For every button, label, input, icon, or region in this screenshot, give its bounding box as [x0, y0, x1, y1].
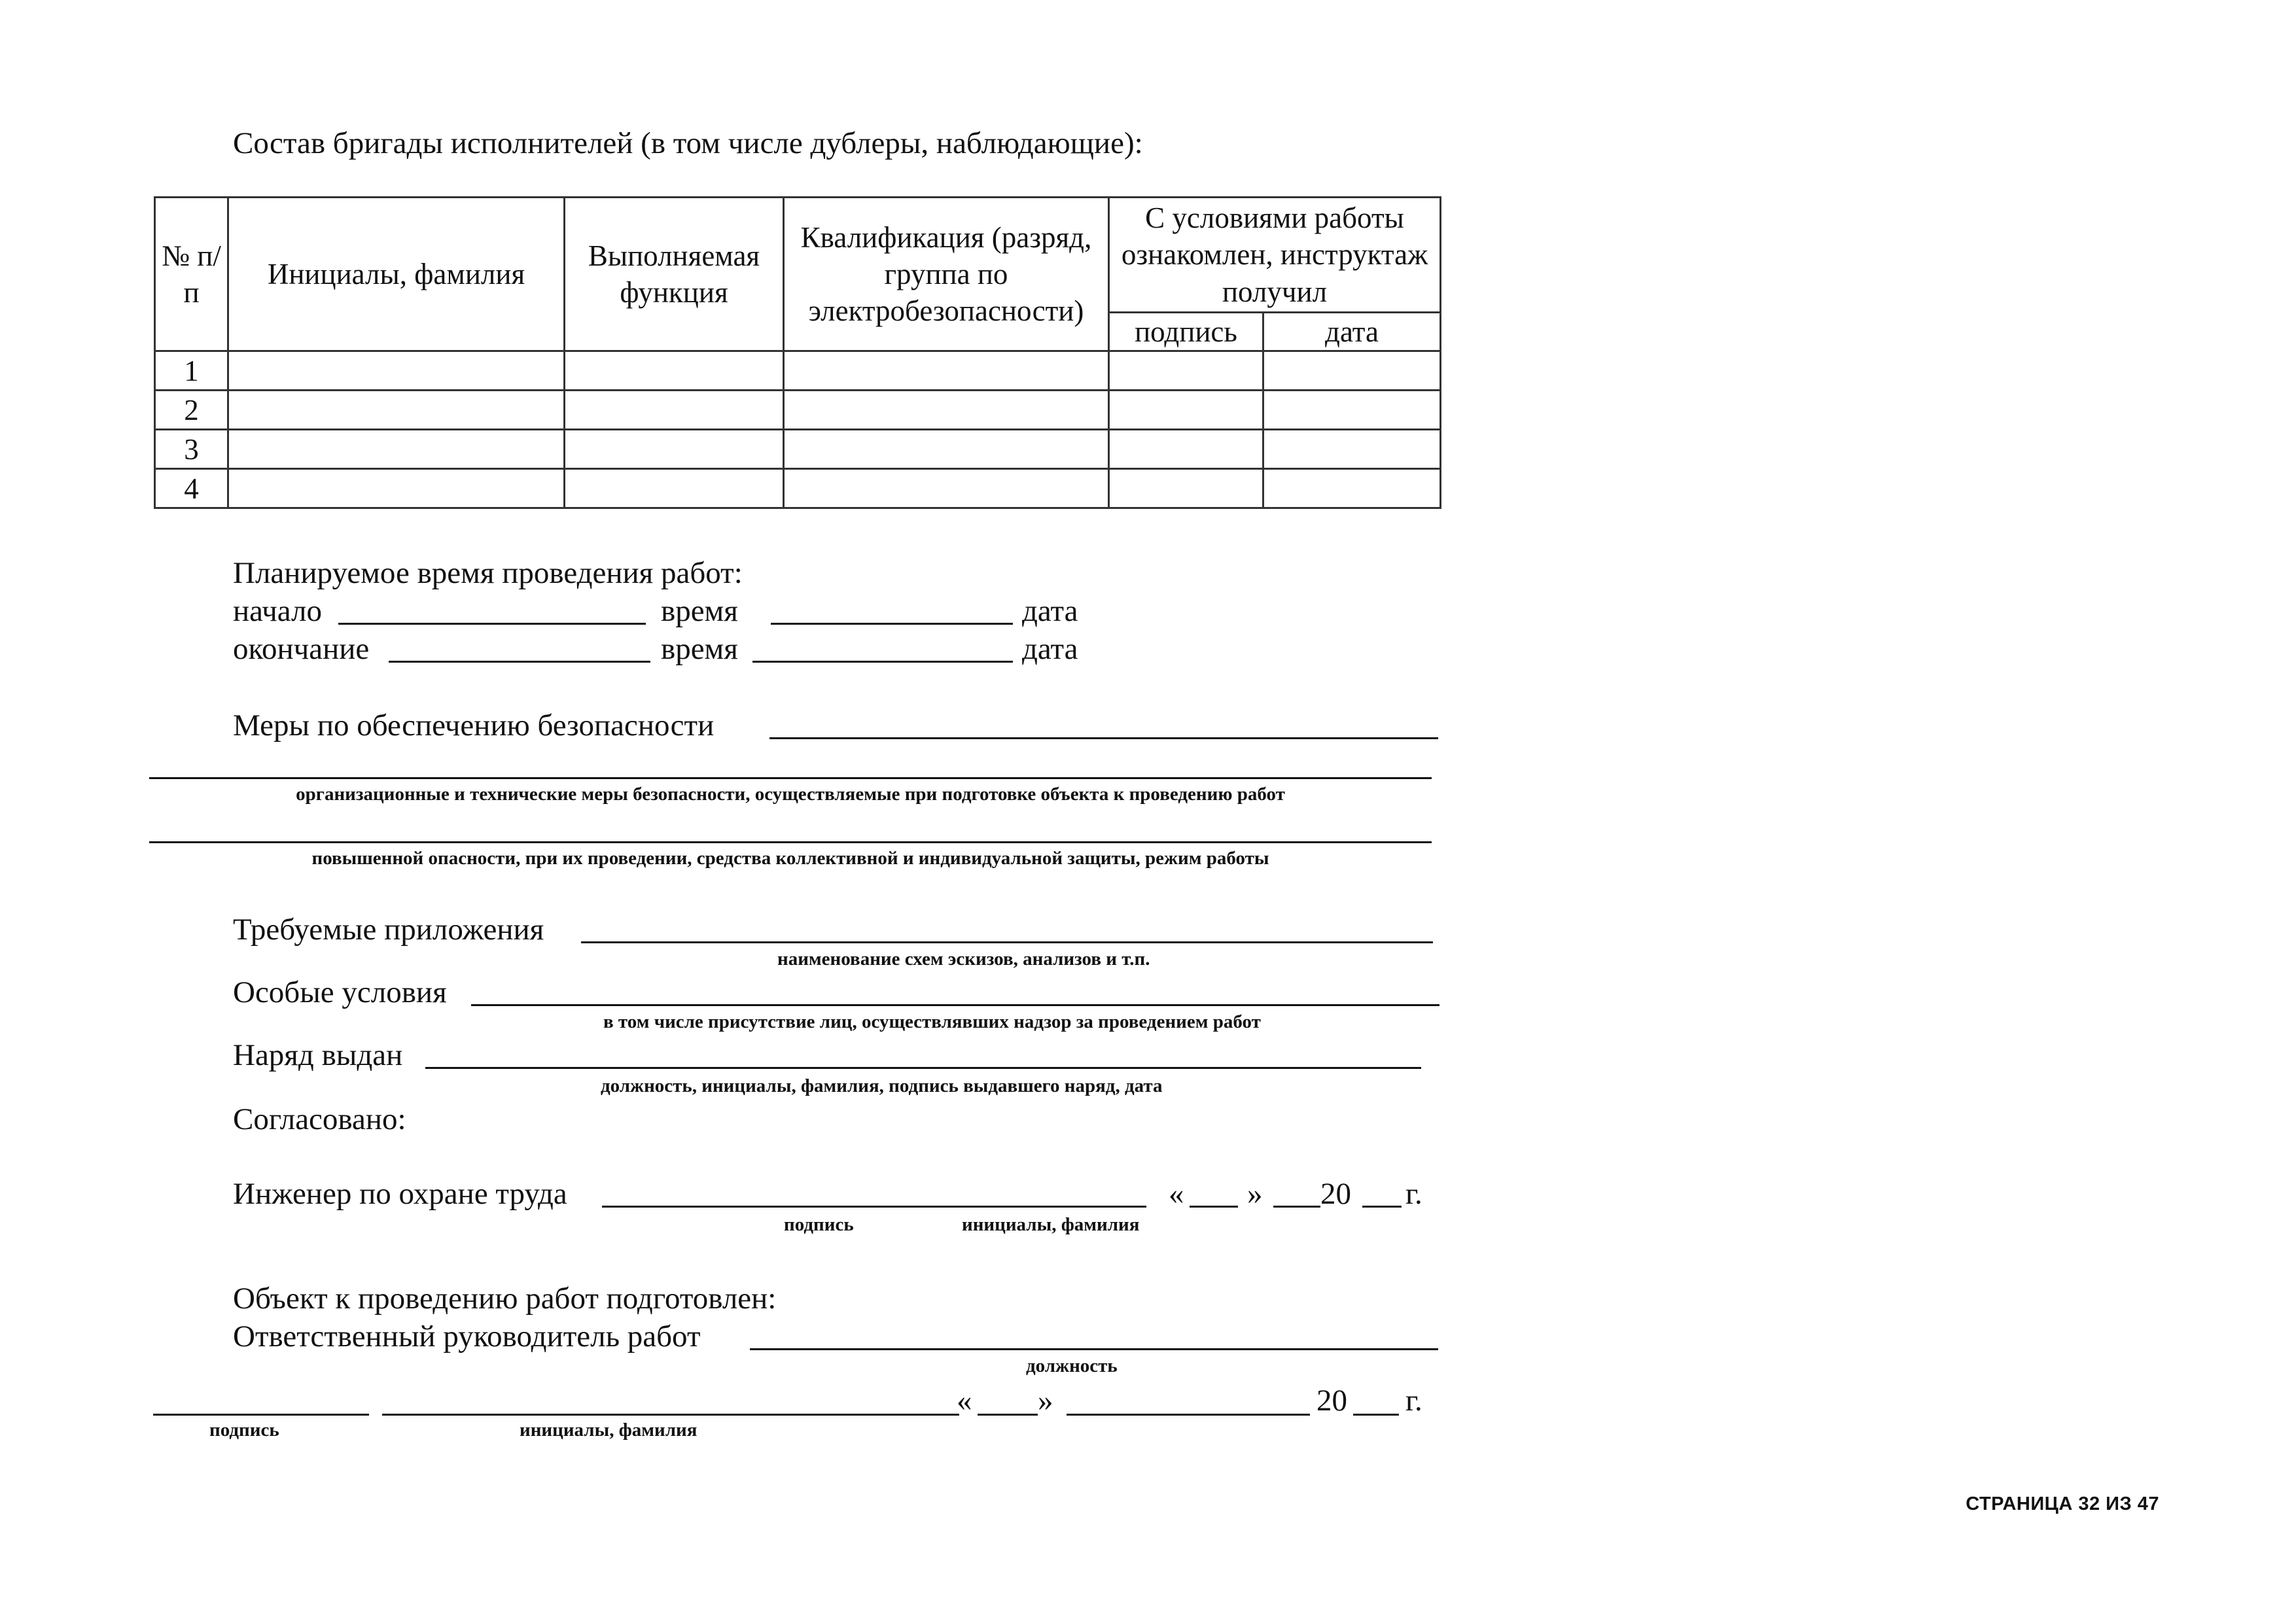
engineer-day-field[interactable]: [1190, 1206, 1238, 1208]
name-cell[interactable]: [228, 391, 565, 430]
table-row: [155, 469, 1441, 508]
crew-table: [154, 196, 1441, 509]
col-header-acquainted: С условиями работы ознакомлен, инструктаж получил: [1109, 198, 1441, 313]
special-caption: в том числе присутствие лиц, осуществлявших надзор за проведением работ: [603, 1011, 1261, 1032]
crew-title: Состав бригады исполнителей (в том числе дублеры, наблюдающие):: [233, 126, 1143, 160]
manager-year-field[interactable]: [1353, 1414, 1399, 1416]
manager-caption-signature: подпись: [209, 1420, 279, 1440]
date-cell[interactable]: [1263, 391, 1441, 430]
engineer-month-field[interactable]: [1273, 1206, 1320, 1208]
start-time-field[interactable]: [338, 623, 646, 625]
safety-label: Меры по обеспечению безопасности: [233, 708, 715, 742]
col-header-signature: подпись: [1109, 313, 1263, 351]
prepared-title: Объект к проведению работ подготовлен:: [233, 1282, 777, 1316]
attachments-caption: наименование схем эскизов, анализов и т.п.: [777, 949, 1150, 969]
start-date-label: дата: [1022, 594, 1078, 628]
safety-caption-2: повышенной опасности, при их проведении, средства коллективной и индивидуальной защиты, режим работы: [311, 848, 1269, 869]
signature-cell[interactable]: [1109, 391, 1263, 430]
engineer-caption-name: инициалы, фамилия: [962, 1214, 1140, 1235]
col-header-qualification: Квалификация (разряд, группа по электробезопасности): [784, 198, 1109, 351]
function-cell[interactable]: [565, 351, 784, 391]
name-cell[interactable]: [228, 430, 565, 469]
function-cell[interactable]: [565, 430, 784, 469]
qualification-cell[interactable]: [784, 469, 1109, 508]
manager-day-field[interactable]: [978, 1414, 1038, 1416]
special-label: Особые условия: [233, 975, 447, 1009]
table-row: [155, 430, 1441, 469]
manager-month-field[interactable]: [1067, 1414, 1310, 1416]
planned-title: Планируемое время проведения работ:: [233, 556, 743, 590]
col-header-function: Выполняемая функция: [565, 198, 784, 351]
function-cell[interactable]: [565, 391, 784, 430]
special-field[interactable]: [471, 1004, 1439, 1006]
row-number: 2: [155, 391, 228, 430]
end-label: окончание: [233, 632, 370, 666]
col-header-number: № п/п: [155, 198, 228, 351]
signature-cell[interactable]: [1109, 469, 1263, 508]
date-cell[interactable]: [1263, 430, 1441, 469]
row-number: 1: [155, 351, 228, 391]
manager-signature-field[interactable]: [153, 1414, 369, 1416]
end-time-label: время: [661, 632, 738, 666]
manager-year-prefix: 20: [1316, 1384, 1347, 1418]
date-cell[interactable]: [1263, 351, 1441, 391]
attachments-field[interactable]: [581, 941, 1433, 943]
engineer-caption-signature: подпись: [784, 1214, 854, 1235]
col-header-name: Инициалы, фамилия: [228, 198, 565, 351]
start-time-label: время: [661, 594, 738, 628]
qualification-cell[interactable]: [784, 351, 1109, 391]
issued-caption: должность, инициалы, фамилия, подпись выдавшего наряд, дата: [601, 1075, 1163, 1096]
issued-field[interactable]: [425, 1067, 1421, 1069]
row-number: 3: [155, 430, 228, 469]
engineer-quote-close: »: [1247, 1177, 1263, 1211]
row-number: 4: [155, 469, 228, 508]
safety-field-line-2[interactable]: [149, 777, 1432, 779]
table-row: [155, 351, 1441, 391]
function-cell[interactable]: [565, 469, 784, 508]
signature-cell[interactable]: [1109, 430, 1263, 469]
table-row: [155, 391, 1441, 430]
manager-year-suffix: г.: [1405, 1384, 1422, 1418]
start-date-field[interactable]: [771, 623, 1013, 625]
manager-caption-name: инициалы, фамилия: [520, 1420, 698, 1440]
col-header-date: дата: [1263, 313, 1441, 351]
manager-quote-open: «: [957, 1384, 972, 1418]
date-cell[interactable]: [1263, 469, 1441, 508]
start-label: начало: [233, 594, 322, 628]
qualification-cell[interactable]: [784, 430, 1109, 469]
engineer-quote-open: «: [1169, 1177, 1184, 1211]
engineer-year-prefix: 20: [1320, 1177, 1351, 1211]
manager-position-field[interactable]: [750, 1348, 1438, 1350]
engineer-year-field[interactable]: [1362, 1206, 1402, 1208]
end-date-label: дата: [1022, 632, 1078, 666]
name-cell[interactable]: [228, 351, 565, 391]
manager-caption-position: должность: [1026, 1355, 1118, 1376]
attachments-label: Требуемые приложения: [233, 913, 544, 947]
manager-name-field[interactable]: [382, 1414, 959, 1416]
end-time-field[interactable]: [389, 661, 650, 663]
safety-field[interactable]: [769, 737, 1438, 739]
page-number: СТРАНИЦА 32 ИЗ 47: [1966, 1493, 2159, 1514]
engineer-signature-field[interactable]: [602, 1206, 1146, 1208]
manager-quote-close: »: [1038, 1384, 1053, 1418]
safety-field-line-3[interactable]: [149, 841, 1432, 843]
name-cell[interactable]: [228, 469, 565, 508]
qualification-cell[interactable]: [784, 391, 1109, 430]
signature-cell[interactable]: [1109, 351, 1263, 391]
manager-label: Ответственный руководитель работ: [233, 1319, 701, 1353]
engineer-year-suffix: г.: [1405, 1177, 1422, 1211]
safety-caption-1: организационные и технические меры безопасности, осуществляемые при подготовке объекта к проведению работ: [296, 784, 1285, 805]
agreed-label: Согласовано:: [233, 1102, 406, 1136]
end-date-field[interactable]: [752, 661, 1013, 663]
engineer-label: Инженер по охране труда: [233, 1177, 567, 1211]
issued-label: Наряд выдан: [233, 1038, 403, 1072]
